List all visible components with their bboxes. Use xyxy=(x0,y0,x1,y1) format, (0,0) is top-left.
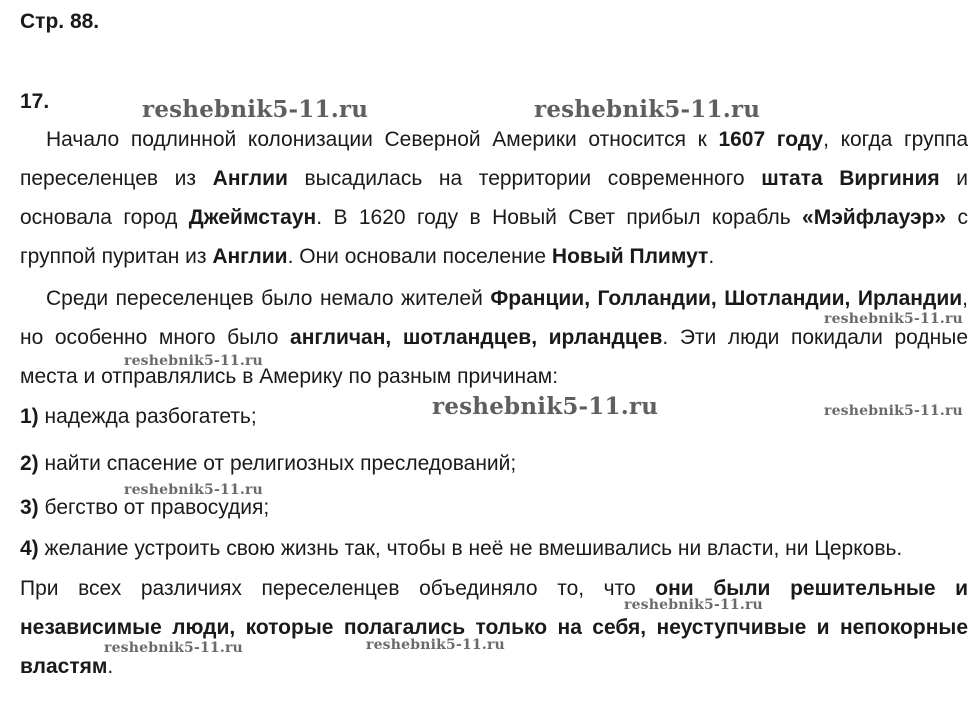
bold-run: Англии xyxy=(212,167,288,190)
reason-number: 1) xyxy=(20,405,39,428)
bold-run: «Мэйфлауэр» xyxy=(802,206,947,229)
reason-text: бегство от правосудия; xyxy=(38,496,270,519)
text-run: Среди переселенцев было немало жителей xyxy=(46,287,491,310)
reason-number: 3) xyxy=(20,496,39,519)
watermark: reshebnik5-11.ru xyxy=(824,403,963,419)
bold-run: Англии xyxy=(212,245,288,268)
watermark: reshebnik5-11.ru xyxy=(534,96,761,123)
text-run: . Эти люди покидали родные места и отправлялись в Америку по разным причинам: xyxy=(20,326,969,388)
bold-run: 1607 году xyxy=(718,128,824,151)
reason-text: найти спасение от религиозных преследований; xyxy=(38,452,517,475)
watermark: reshebnik5-11.ru xyxy=(124,482,263,498)
reason-item xyxy=(20,450,516,478)
text-run: , но особенно много было xyxy=(20,287,968,349)
text-run: Начало подлинной колонизации Северной Америки относится к xyxy=(46,128,719,151)
reason-text: желание устроить свою жизнь так, чтобы в неё не вмешивались ни власти, ни Церковь. xyxy=(38,537,903,560)
paragraph-settlers xyxy=(20,279,968,396)
text-run: высадилась на территории современного xyxy=(287,167,762,190)
text-run: , когда группа переселенцев из xyxy=(20,128,968,190)
paragraph-conclusion xyxy=(20,569,968,686)
text-run: . В 1620 году в Новый Свет прибыл корабль xyxy=(316,206,803,229)
watermark: reshebnik5-11.ru xyxy=(366,637,505,653)
reason-item xyxy=(20,494,269,522)
bold-run: англичан, шотландцев, ирландцев xyxy=(290,326,663,349)
text-run: . xyxy=(708,245,715,268)
watermark: reshebnik5-11.ru xyxy=(624,597,763,613)
text-run: При всех различиях переселенцев объединяло то, что xyxy=(20,577,656,600)
paragraph-colonization xyxy=(20,120,968,276)
bold-run: Новый Плимут xyxy=(551,245,709,268)
watermark: reshebnik5-11.ru xyxy=(142,96,369,123)
watermark: reshebnik5-11.ru xyxy=(432,393,659,420)
watermark: reshebnik5-11.ru xyxy=(124,353,263,369)
watermark: reshebnik5-11.ru xyxy=(824,311,963,327)
bold-run: Джеймстаун xyxy=(188,206,317,229)
text-run: . xyxy=(107,655,114,678)
reason-number: 4) xyxy=(20,537,39,560)
text-run: с группой пуритан из xyxy=(20,206,968,268)
reason-number: 2) xyxy=(20,452,39,475)
page-number-label: Стр. 88. xyxy=(20,10,100,33)
reason-item xyxy=(20,535,902,563)
reason-item xyxy=(20,403,257,431)
watermark: reshebnik5-11.ru xyxy=(104,640,243,656)
text-run: . Они основали поселение xyxy=(287,245,552,268)
bold-run: Франции, Голландии, Шотландии, Ирландии xyxy=(490,287,963,310)
task-number: 17. xyxy=(20,90,50,113)
bold-run: штата Виргиния xyxy=(761,167,940,190)
reason-text: надежда разбогатеть; xyxy=(38,405,257,428)
bold-run: они были решительные и независимые люди, которые полагались только на себя, неуступчивые и непокорные властям xyxy=(20,577,969,678)
text-run: и основала город xyxy=(20,167,969,229)
